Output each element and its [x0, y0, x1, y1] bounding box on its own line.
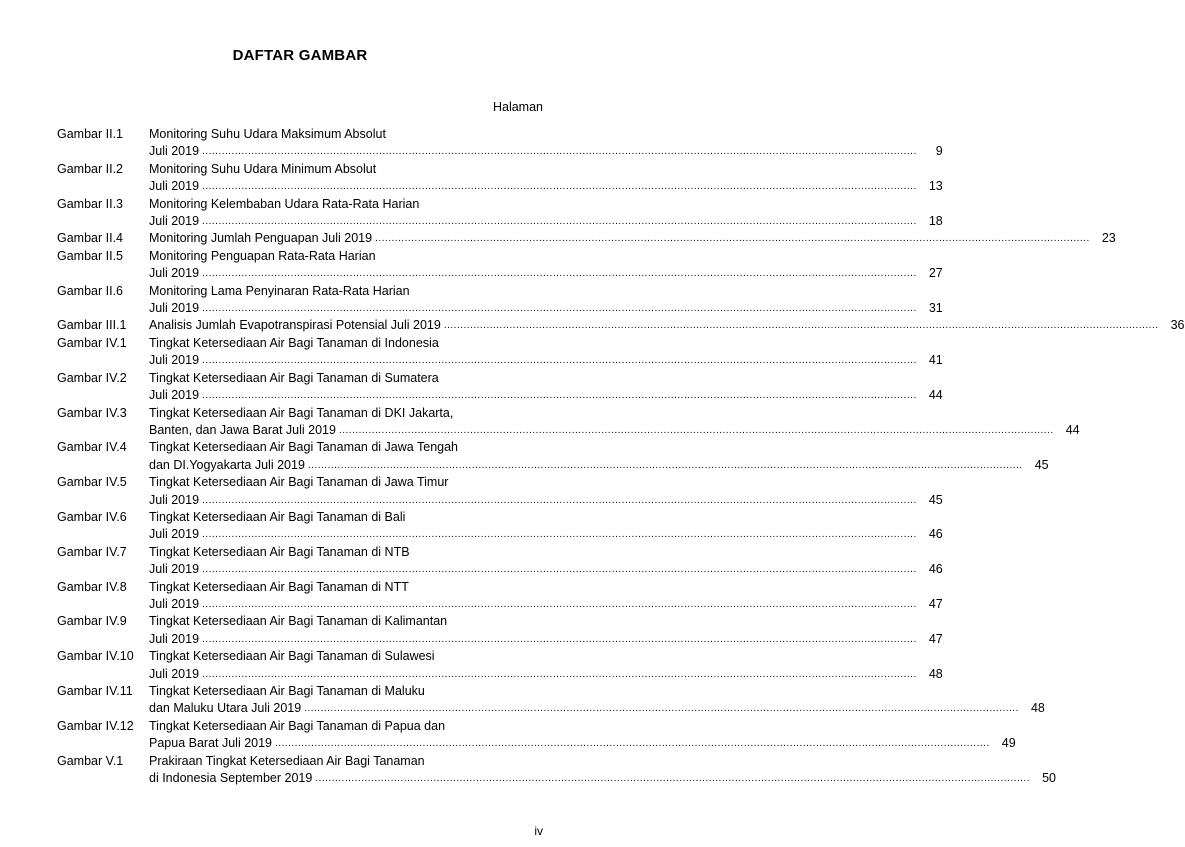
- dot-leader: [202, 178, 917, 195]
- figure-code: Gambar IV.8: [57, 579, 127, 594]
- caption-last-line: [149, 178, 943, 195]
- dot-leader: [308, 457, 1023, 474]
- caption-last-line: [149, 700, 1045, 717]
- toc-entry[interactable]: [57, 230, 1116, 247]
- figure-code: Gambar II.3: [57, 196, 123, 211]
- figure-code: Gambar IV.7: [57, 544, 127, 559]
- dot-leader: [202, 265, 917, 282]
- figure-code: Gambar IV.2: [57, 370, 127, 385]
- caption-text: Juli 2019: [149, 266, 200, 281]
- dot-leader: [375, 230, 1090, 247]
- figure-caption: [149, 161, 943, 196]
- page-number: 50: [1042, 771, 1056, 786]
- dot-leader: [202, 526, 917, 543]
- figure-caption: [149, 753, 1056, 788]
- figure-caption: [149, 196, 943, 231]
- caption-line: Tingkat Ketersediaan Air Bagi Tanaman di Sumatera: [149, 370, 439, 385]
- figure-code: Gambar IV.3: [57, 405, 127, 420]
- figure-caption: [149, 283, 943, 318]
- caption-line: Tingkat Ketersediaan Air Bagi Tanaman di Kalimantan: [149, 614, 448, 629]
- toc-entry[interactable]: [57, 196, 943, 231]
- toc-entry[interactable]: [57, 370, 943, 405]
- page-number: 13: [928, 179, 943, 194]
- toc-entry[interactable]: [57, 248, 943, 283]
- toc-entry[interactable]: [57, 126, 943, 161]
- dot-leader: [202, 492, 917, 509]
- caption-text: Banten, dan Jawa Barat Juli 2019: [149, 422, 336, 437]
- page-number: 18: [928, 214, 943, 229]
- page-column-label: Halaman: [492, 100, 543, 114]
- dot-leader: [202, 387, 917, 404]
- dot-leader: [304, 700, 1019, 717]
- caption-last-line: [149, 352, 943, 369]
- figure-caption: [149, 248, 943, 283]
- caption-last-line: [149, 265, 943, 282]
- caption-last-line: [149, 230, 1116, 247]
- figure-code: Gambar V.1: [57, 753, 124, 768]
- caption-line: Tingkat Ketersediaan Air Bagi Tanaman di Bali: [149, 509, 406, 524]
- caption-line: Monitoring Lama Penyinaran Rata-Rata Harian: [149, 283, 410, 298]
- footer-page-number: iv: [534, 824, 543, 838]
- caption-last-line: [149, 561, 943, 578]
- caption-text: Juli 2019: [149, 214, 200, 229]
- caption-last-line: [149, 735, 1016, 752]
- caption-text: Analisis Jumlah Evapotranspirasi Potensial Juli 2019: [149, 318, 441, 333]
- page-number: 48: [1030, 701, 1045, 716]
- figure-code: Gambar IV.11: [57, 684, 133, 698]
- caption-line: Tingkat Ketersediaan Air Bagi Tanaman di Jawa Tengah: [149, 440, 458, 455]
- toc-entry[interactable]: [57, 613, 943, 648]
- figure-caption: [149, 439, 1049, 474]
- figure-caption: [149, 335, 943, 370]
- caption-line: Tingkat Ketersediaan Air Bagi Tanaman di NTB: [149, 544, 410, 559]
- figure-code: Gambar IV.6: [57, 509, 127, 524]
- caption-text: Juli 2019: [149, 527, 200, 542]
- page-number: 9: [935, 144, 943, 159]
- figure-code: Gambar II.5: [57, 248, 123, 263]
- page-number: 49: [1001, 736, 1016, 751]
- page-number: 23: [1101, 231, 1116, 246]
- toc-entry[interactable]: [57, 335, 943, 370]
- page-number: 48: [928, 666, 943, 681]
- figure-code: Gambar II.2: [57, 161, 123, 176]
- page-number: 44: [1065, 422, 1080, 437]
- toc-entry[interactable]: [57, 405, 1080, 440]
- caption-line: Monitoring Kelembaban Udara Rata-Rata Harian: [149, 196, 420, 211]
- figure-code: Gambar III.1: [57, 318, 127, 333]
- figure-code: Gambar II.6: [57, 283, 123, 298]
- page-number: 47: [928, 596, 943, 611]
- caption-last-line: [149, 300, 943, 317]
- figure-code: Gambar IV.5: [57, 475, 127, 490]
- toc-entry[interactable]: [57, 753, 1056, 788]
- figure-caption: [149, 718, 1016, 753]
- caption-line: Monitoring Suhu Udara Minimum Absolut: [149, 161, 377, 176]
- figure-caption: [149, 317, 1185, 334]
- dot-leader: [202, 666, 917, 683]
- caption-line: Prakiraan Tingkat Ketersediaan Air Bagi Tanaman: [149, 753, 425, 768]
- caption-line: Tingkat Ketersediaan Air Bagi Tanaman di Jawa Timur: [149, 475, 449, 490]
- caption-line: Tingkat Ketersediaan Air Bagi Tanaman di Sulawesi: [149, 649, 435, 664]
- toc-entry[interactable]: [57, 509, 943, 544]
- page-number: 31: [928, 301, 943, 316]
- caption-text: Juli 2019: [149, 301, 200, 316]
- figure-caption: [149, 648, 943, 683]
- caption-line: Tingkat Ketersediaan Air Bagi Tanaman di Papua dan: [149, 718, 446, 733]
- page-number: 36: [1170, 318, 1185, 333]
- dot-leader: [202, 213, 917, 230]
- caption-text: di Indonesia September 2019: [149, 771, 313, 786]
- page-number: 45: [1034, 457, 1049, 472]
- caption-last-line: [149, 387, 943, 404]
- caption-text: Monitoring Jumlah Penguapan Juli 2019: [149, 231, 373, 246]
- caption-line: Tingkat Ketersediaan Air Bagi Tanaman di NTT: [149, 579, 409, 594]
- dot-leader: [339, 422, 1054, 439]
- dot-leader: [202, 352, 917, 369]
- page-number: 46: [928, 527, 943, 542]
- figure-code: Gambar IV.1: [57, 335, 127, 350]
- caption-line: Tingkat Ketersediaan Air Bagi Tanaman di DKI Jakarta,: [149, 405, 454, 420]
- figure-caption: [149, 405, 1080, 440]
- caption-line: Monitoring Suhu Udara Maksimum Absolut: [149, 127, 386, 141]
- page-number: 47: [928, 631, 943, 646]
- dot-leader: [202, 300, 917, 317]
- figure-code: Gambar IV.12: [57, 718, 134, 733]
- page-number: 27: [928, 266, 943, 281]
- caption-last-line: [149, 492, 943, 509]
- caption-text: Juli 2019: [149, 388, 200, 403]
- caption-text: Juli 2019: [149, 596, 200, 611]
- caption-last-line: [149, 596, 943, 613]
- figure-caption: [149, 683, 1045, 718]
- toc-entry[interactable]: [57, 439, 1049, 474]
- caption-last-line: [149, 213, 943, 230]
- toc-entry[interactable]: [57, 283, 943, 318]
- caption-text: dan Maluku Utara Juli 2019: [149, 701, 302, 716]
- page-title: DAFTAR GAMBAR: [232, 47, 368, 64]
- figure-code: Gambar IV.4: [57, 440, 127, 455]
- figure-caption: [149, 509, 943, 544]
- caption-last-line: [149, 631, 943, 648]
- caption-last-line: [149, 317, 1185, 334]
- figure-code: Gambar II.4: [57, 231, 123, 246]
- figure-caption: [149, 370, 943, 405]
- toc-entry[interactable]: [57, 474, 943, 509]
- caption-last-line: [149, 422, 1080, 439]
- caption-text: dan DI.Yogyakarta Juli 2019: [149, 457, 305, 472]
- caption-last-line: [149, 143, 943, 160]
- toc-entry[interactable]: [57, 317, 1185, 334]
- caption-text: Juli 2019: [149, 492, 200, 507]
- caption-last-line: [149, 666, 943, 683]
- dot-leader: [202, 596, 917, 613]
- toc-entry[interactable]: [57, 544, 943, 579]
- figure-caption: [149, 613, 943, 648]
- toc-entry[interactable]: [57, 683, 1045, 718]
- dot-leader: [202, 561, 917, 578]
- page-number: 46: [928, 562, 943, 577]
- dot-leader: [275, 735, 990, 752]
- caption-text: Juli 2019: [149, 631, 200, 646]
- dot-leader: [202, 143, 917, 160]
- figure-code: Gambar IV.9: [57, 614, 127, 629]
- toc-entry[interactable]: [57, 648, 943, 683]
- caption-line: Tingkat Ketersediaan Air Bagi Tanaman di Indonesia: [149, 335, 439, 350]
- caption-line: Monitoring Penguapan Rata-Rata Harian: [149, 248, 376, 263]
- list-of-figures: [57, 126, 1185, 787]
- figure-caption: [149, 126, 943, 161]
- toc-entry[interactable]: [57, 579, 943, 614]
- figure-caption: [149, 544, 943, 579]
- page-number: 44: [928, 388, 943, 403]
- page-number: 41: [928, 353, 943, 368]
- caption-text: Juli 2019: [149, 353, 200, 368]
- caption-text: Juli 2019: [149, 144, 200, 159]
- dot-leader: [315, 770, 1030, 787]
- caption-text: Papua Barat Juli 2019: [149, 736, 273, 751]
- page-number: 45: [928, 492, 943, 507]
- toc-entry[interactable]: [57, 718, 1016, 753]
- figure-code: Gambar IV.10: [57, 649, 134, 664]
- figure-caption: [149, 474, 943, 509]
- toc-entry[interactable]: [57, 161, 943, 196]
- figure-code: Gambar II.1: [57, 127, 123, 141]
- dot-leader: [202, 631, 917, 648]
- figure-caption: [149, 230, 1116, 247]
- caption-text: Juli 2019: [149, 666, 200, 681]
- caption-last-line: [149, 770, 1056, 787]
- caption-last-line: [149, 457, 1049, 474]
- figure-caption: [149, 579, 943, 614]
- caption-text: Juli 2019: [149, 562, 200, 577]
- caption-last-line: [149, 526, 943, 543]
- dot-leader: [444, 317, 1159, 334]
- caption-line: Tingkat Ketersediaan Air Bagi Tanaman di Maluku: [149, 684, 425, 698]
- caption-text: Juli 2019: [149, 179, 200, 194]
